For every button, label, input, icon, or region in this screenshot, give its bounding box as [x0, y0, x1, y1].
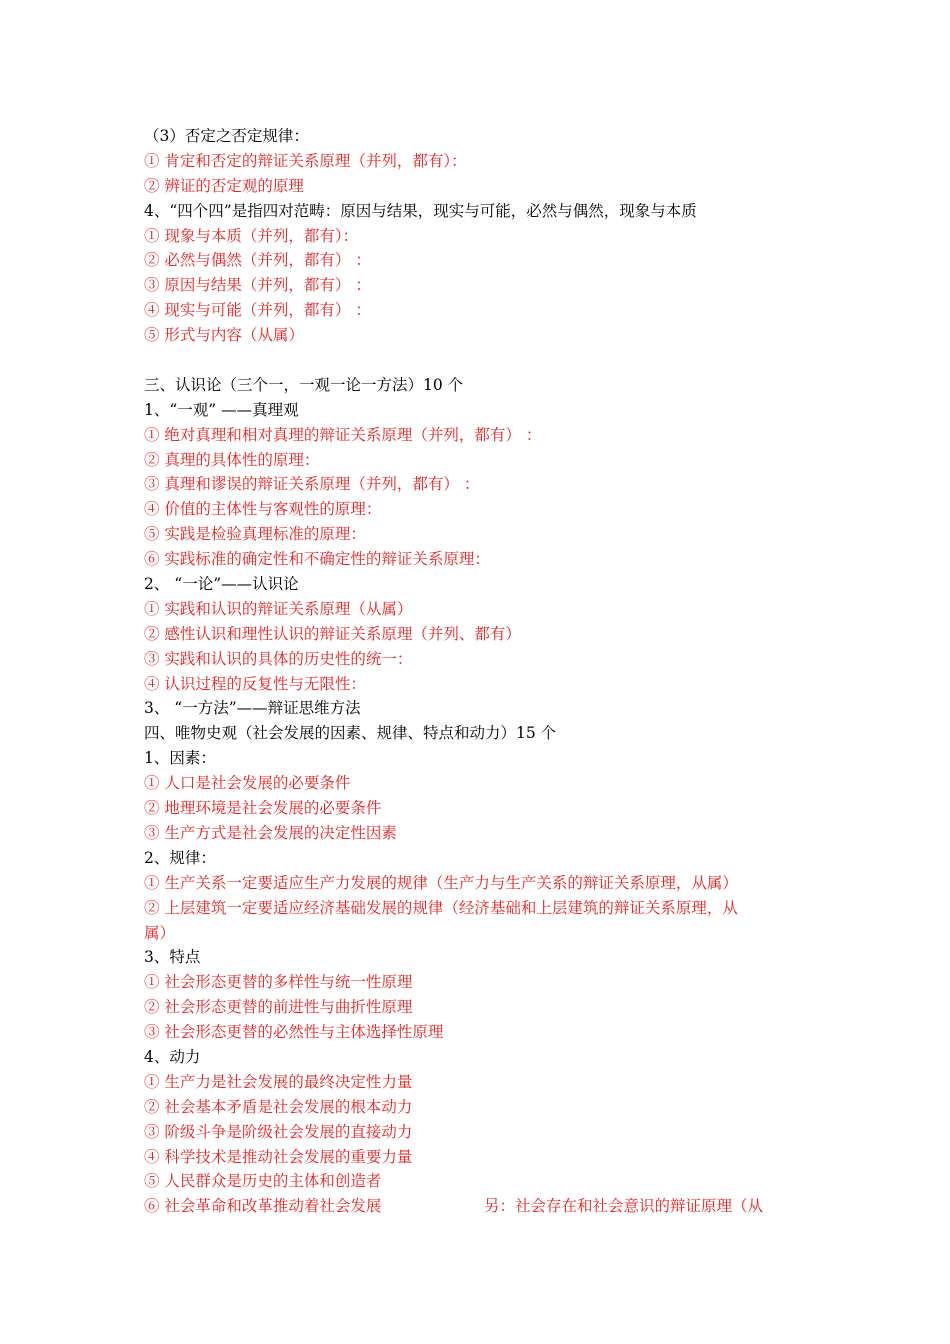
- text-line: 3、特点: [144, 948, 201, 967]
- text-line: ④ 认识过程的反复性与无限性：: [144, 674, 366, 693]
- text-line: ① 肯定和否定的辩证关系原理（并列，都有）：: [144, 151, 467, 170]
- text-line: ① 生产关系一定要适应生产力发展的规律（生产力与生产关系的辩证关系原理，从属）: [144, 873, 738, 892]
- text-line: （3）否定之否定规律：: [144, 127, 309, 145]
- text-line: 1、“一观” ——真理观: [144, 400, 299, 419]
- text-line: 2、 “一论”——认识论: [144, 575, 299, 594]
- text-line: ⑤ 人民群众是历史的主体和创造者: [144, 1172, 382, 1191]
- text-line: ① 现象与本质（并列，都有）：: [144, 226, 359, 245]
- text-line: 三、认识论（三个一，一观一论一方法）10 个: [144, 375, 464, 394]
- text-line: ② 辨证的否定观的原理: [144, 176, 304, 195]
- text-line: 3、 “一方法”——辩证思维方法: [144, 699, 361, 718]
- text-line: ⑤ 形式与内容（从属）: [144, 326, 304, 345]
- text-line: ① 人口是社会发展的必要条件: [144, 774, 351, 793]
- text-line: ① 绝对真理和相对真理的辩证关系原理（并列，都有） ：: [144, 425, 542, 444]
- text-line: ② 真理的具体性的原理：: [144, 450, 320, 469]
- text-line: ③ 社会形态更替的必然性与主体选择性原理: [144, 1023, 444, 1042]
- text-line: ⑤ 实践是检验真理标准的原理：: [144, 525, 366, 544]
- text-line: ① 生产力是社会发展的最终决定性力量: [144, 1072, 413, 1091]
- text-line: 四、唯物史观（社会发展的因素、规律、特点和动力）15 个: [144, 724, 557, 743]
- text-line: ② 上层建筑一定要适应经济基础发展的规律（经济基础和上层建筑的辩证关系原理，从: [144, 898, 738, 917]
- text-line: 属）: [144, 923, 176, 942]
- text-line: ⑥ 实践标准的确定性和不确定性的辩证关系原理：: [144, 550, 490, 569]
- text-line-split: [144, 1194, 814, 1219]
- text-line: 1、因素：: [144, 749, 216, 768]
- text-line: ③ 原因与结果（并列，都有） ：: [144, 276, 371, 295]
- text-line: ④ 科学技术是推动社会发展的重要力量: [144, 1147, 413, 1166]
- text-line: ④ 现实与可能（并列，都有） ：: [144, 301, 371, 320]
- text-line: 4、动力: [144, 1047, 201, 1066]
- document-body: [144, 124, 814, 1219]
- text-line: ③ 实践和认识的具体的历史性的统一：: [144, 649, 413, 668]
- text-line: ① 实践和认识的辩证关系原理（从属）: [144, 599, 413, 618]
- text-line: 4、“四个四”是指四对范畴：原因与结果，现实与可能，必然与偶然，现象与本质: [144, 201, 697, 220]
- text-line: ③ 阶级斗争是阶级社会发展的直接动力: [144, 1122, 413, 1141]
- text-line: ④ 价值的主体性与客观性的原理：: [144, 500, 382, 519]
- text-line: ② 社会形态更替的前进性与曲折性原理: [144, 998, 413, 1017]
- text-line-left: ⑥ 社会革命和改革推动着社会发展: [144, 1197, 382, 1216]
- text-line: ② 社会基本矛盾是社会发展的根本动力: [144, 1097, 413, 1116]
- text-line: ③ 生产方式是社会发展的决定性因素: [144, 823, 397, 842]
- text-line: ② 感性认识和理性认识的辩证关系原理（并列、都有）: [144, 624, 521, 643]
- text-line: 2、规律：: [144, 848, 216, 867]
- text-line: ② 地理环境是社会发展的必要条件: [144, 799, 382, 818]
- blank-line: [144, 348, 814, 373]
- text-line: ① 社会形态更替的多样性与统一性原理: [144, 973, 413, 992]
- text-line: ③ 真理和谬误的辩证关系原理（并列，都有） ：: [144, 475, 480, 494]
- text-line-right-note: 另：社会存在和社会意识的辩证原理（从: [484, 1197, 764, 1216]
- text-line: ② 必然与偶然（并列，都有） ：: [144, 251, 371, 270]
